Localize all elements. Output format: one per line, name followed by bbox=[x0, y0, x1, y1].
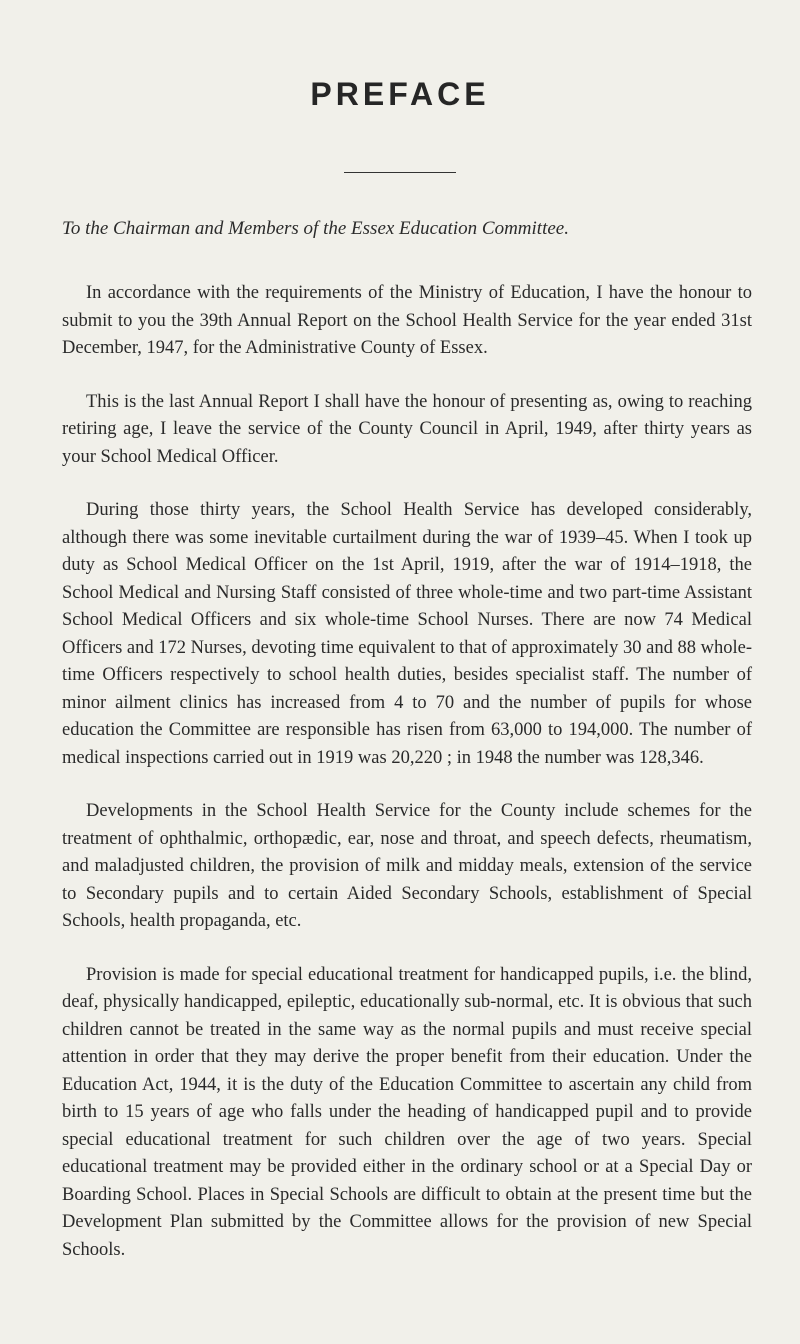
paragraph-3: During those thirty years, the School Health Service has developed considerably, although there was some inevitable curtailment during the war of 1939–45. When I took up duty as School Medical Officer on the 1st April, 1919, after the war of 1914–1918, the School Medical and Nursing Staff consisted of three whole-time and two part-time Assistant School Medical Officers and six whole-time School Nurses. There are now 74 Medical Officers and 172 Nurses, devoting time equivalent to that of approximately 30 and 88 whole-time Officers respectively to school health duties, besides specialist staff. The number of minor ailment clinics has increased from 4 to 70 and the number of pupils for whose education the Committee are responsible has risen from 63,000 to 194,000. The number of medical inspections carried out in 1919 was 20,220 ; in 1948 the number was 128,346. bbox=[62, 500, 752, 768]
address-line: To the Chairman and Members of the Essex Education Committee. bbox=[62, 218, 569, 239]
paragraph-4: Developments in the School Health Service for the County include schemes for the treatment of ophthalmic, orthopædic, ear, nose and throat, and speech defects, rheumatism, and maladjusted children, the provision of milk and midday meals, extension of the service to Secondary pupils and to certain Aided Secondary Schools, establishment of Special Schools, health propaganda, etc. bbox=[62, 801, 752, 931]
paragraph-5: Provision is made for special educational treatment for handicapped pupils, i.e. the blind, deaf, physically handicapped, epileptic, educationally sub-normal, etc. It is obvious that such children cannot be treated in the same way as the normal pupils and must receive special attention in order that they may derive the proper benefit from their education. Under the Education Act, 1944, it is the duty of the Education Committee to ascertain any child from birth to 15 years of age who falls under the heading of handicapped pupil and to provide special educational treatment for such children over the age of two years. Special educational treatment may be provided either in the ordinary school or at a Special Day or Boarding School. Places in Special Schools are difficult to obtain at the present time but the Development Plan submitted by the Committee allows for the provision of new Special Schools. bbox=[62, 964, 752, 1260]
body-text bbox=[62, 280, 752, 1290]
paragraph-2: This is the last Annual Report I shall have the honour of presenting as, owing to reaching retiring age, I leave the service of the County Council in April, 1949, after thirty years as your School Medical Officer. bbox=[62, 391, 752, 467]
paragraph-1: In accordance with the requirements of the Ministry of Education, I have the honour to submit to you the 39th Annual Report on the School Health Service for the year ended 31st December, 1947, for the Administrative County of Essex. bbox=[62, 283, 752, 358]
title-divider bbox=[344, 172, 456, 173]
page-title: PREFACE bbox=[310, 76, 490, 112]
